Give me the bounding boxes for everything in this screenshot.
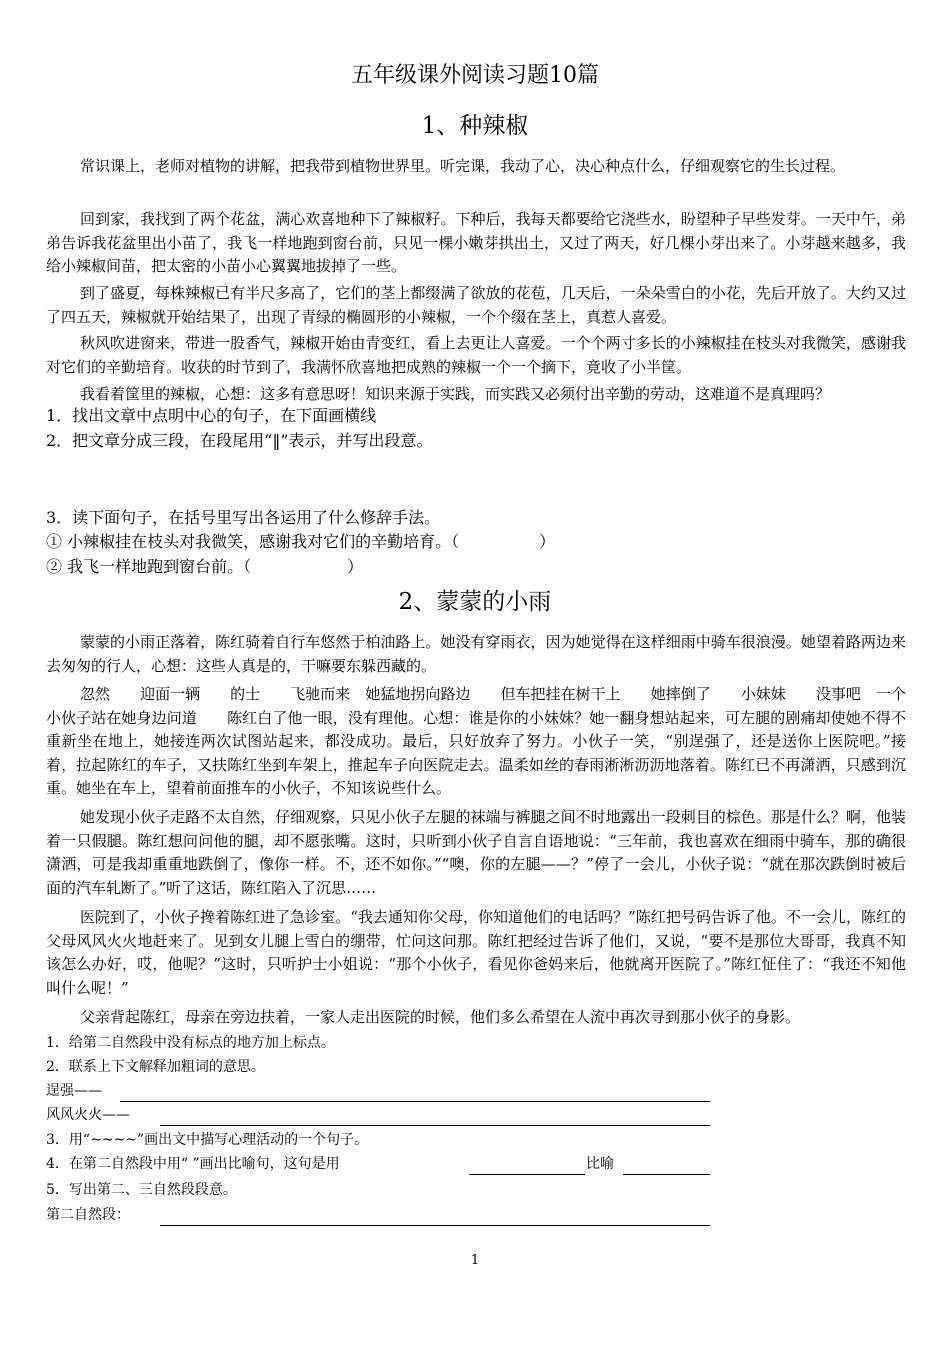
section-2-question: 2．联系上下文解释加粗词的意思。 <box>46 1059 265 1075</box>
section-2-paragraph: 她发现小伙子走路不太自然，仔细观察，只见小伙子左腿的袜端与裤腿之间不时地露出一段刺目的棕色。那是什么？啊，他装着一只假腿。陈红想问问他的腿，却不愿张嘴。这时，只听到小伙子自言自语地说：“三年前，我也喜欢在细雨中骑车，那的确很潇洒，可是我却重重地跌倒了，像你一样。不，还不如你。”“噢，你的左腿——？”停了一会儿，小伙子说：“就在那次跌倒时被后面的汽车轧断了。”听了这话，陈红陷入了沉思…… <box>46 808 906 897</box>
section-2-question: 4．在第二自然段中用“ ”画出比喻句，这句是用 <box>46 1156 340 1172</box>
section-2-question: 比喻 <box>586 1156 614 1172</box>
section-1-paragraph: 到了盛夏，每株辣椒已有半尺多高了，它们的茎上都缀满了欲放的花苞，几天后，一朵朵雪白的小花，先后开放了。大约又过了四五天，辣椒就开始结果了，出现了青绿的椭圆形的小辣椒，一个个缀在茎上，真惹人喜爱。 <box>46 284 906 326</box>
section-1-paragraph: 回到家，我找到了两个花盆，满心欢喜地种下了辣椒籽。下种后，我每天都要给它浇些水，盼望种子早些发芽。一天中午，弟弟告诉我花盆里出小苗了，我飞一样地跑到窗台前，只见一棵小嫩芽拱出土，又过了两天，好几棵小芽出来了。小芽越来越多，我给小辣椒间苗，把太密的小苗小心翼翼地拔掉了一些。 <box>46 210 906 275</box>
section-2-paragraph: 医院到了，小伙子搀着陈红进了急诊室。“我去通知你父母，你知道他们的电话吗？”陈红把号码告诉了他。不一会儿，陈红的父母风风火火地赶来了。见到女儿腿上雪白的绷带，忙问这问那。陈红把经过告诉了他们，又说，“要不是那位大哥哥，我真不知该怎么办好，哎，他呢？”这时，只听护士小姐说：“那个小伙子，看见你爸妈来后，他就离开医院了。”陈红怔住了：“我还不知他叫什么呢！” <box>46 908 906 997</box>
answer-line[interactable] <box>623 1174 710 1175</box>
section-1-question: 1．找出文章中点明中心的句子，在下面画横线 <box>46 406 377 425</box>
section-1-question <box>46 555 363 579</box>
section-2-question: 第二自然段： <box>46 1207 130 1223</box>
close-paren: ） <box>539 532 556 551</box>
section-2-paragraph: 蒙蒙的小雨正落着，陈红骑着自行车悠然于柏油路上。她没有穿雨衣，因为她觉得在这样细雨中骑车很浪漫。她望着路两边来去匆匆的行人，心想：这些人真是的，干嘛要东躲西藏的。 <box>46 633 906 675</box>
answer-line[interactable] <box>160 1125 710 1126</box>
section-1-paragraph: 常识课上，老师对植物的讲解，把我带到植物世界里。听完课，我动了心，决心种点什么，仔细观察它的生长过程。 <box>80 157 846 175</box>
close-paren: ） <box>347 557 364 576</box>
section-2-question: 3．用“~~~~”画出文中描写心理活动的一个句子。 <box>46 1132 369 1148</box>
section-2-question: 5．写出第二、三自然段段意。 <box>46 1182 237 1198</box>
answer-line[interactable] <box>160 1225 710 1226</box>
section-2-question: 逞强—— <box>46 1083 102 1099</box>
question-text: ① 小辣椒挂在枝头对我微笑，感谢我对它们的辛勤培育。（ <box>46 532 460 551</box>
section-1-heading: 1、种辣椒 <box>421 113 529 139</box>
section-1-question <box>46 530 555 554</box>
section-1-question: 2．把文章分成三段，在段尾用“‖”表示，并写出段意。 <box>46 431 433 450</box>
section-2-paragraph: 父亲背起陈红，母亲在旁边扶着，一家人走出医院的时候，他们多么希望在人流中再次寻到那小伙子的身影。 <box>80 1008 801 1026</box>
document-title: 五年级课外阅读习题10篇 <box>351 63 599 88</box>
question-text: ② 我飞一样地跑到窗台前。（ <box>46 557 252 576</box>
page-number: 1 <box>470 1253 480 1268</box>
section-1-question: 3．读下面句子，在括号里写出各运用了什么修辞手法。 <box>46 508 441 527</box>
answer-line[interactable] <box>120 1101 710 1102</box>
section-2-question: 1．给第二自然段中没有标点的地方加上标点。 <box>46 1035 335 1051</box>
section-2-paragraph: 忽然 迎面一辆 的士 飞驰而来 她猛地拐向路边 但车把挂在树干上 她摔倒了 小妹妹 没事吧 一个小伙子站在她身边问道 陈红白了他一眼，没有理他。心想：谁是你的小妹妹？她一翻身想站起来，可左腿的剧痛却使她不得不重新坐在地上，她接连两次试图站起来，都没成功。最后，只好放弃了努力。小伙子一笑，“别逞强了，还是送你上医院吧。”接着，拉起陈红的车子，又扶陈红坐到车架上，推起车子向医院走去。温柔如丝的春雨淅淅沥沥地落着。陈红已不再潇洒，只感到沉重。她坐在车上，望着前面推车的小伙子，不知该说些什么。 <box>46 685 906 797</box>
section-1-paragraph: 秋风吹进窗来，带进一股香气，辣椒开始由青变红，看上去更让人喜爱。一个个两寸多长的小辣椒挂在枝头对我微笑，感谢我对它们的辛勤培育。收获的时节到了，我满怀欣喜地把成熟的辣椒一个一个摘下，竟收了小半筐。 <box>46 334 906 376</box>
answer-line[interactable] <box>469 1174 585 1175</box>
section-2-question: 风风火火—— <box>46 1107 130 1123</box>
section-2-heading: 2、蒙蒙的小雨 <box>398 589 552 615</box>
section-1-paragraph: 我看着筐里的辣椒，心想：这多有意思呀！知识来源于实践，而实践又必须付出辛勤的劳动，这难道不是真理吗？ <box>80 385 831 403</box>
